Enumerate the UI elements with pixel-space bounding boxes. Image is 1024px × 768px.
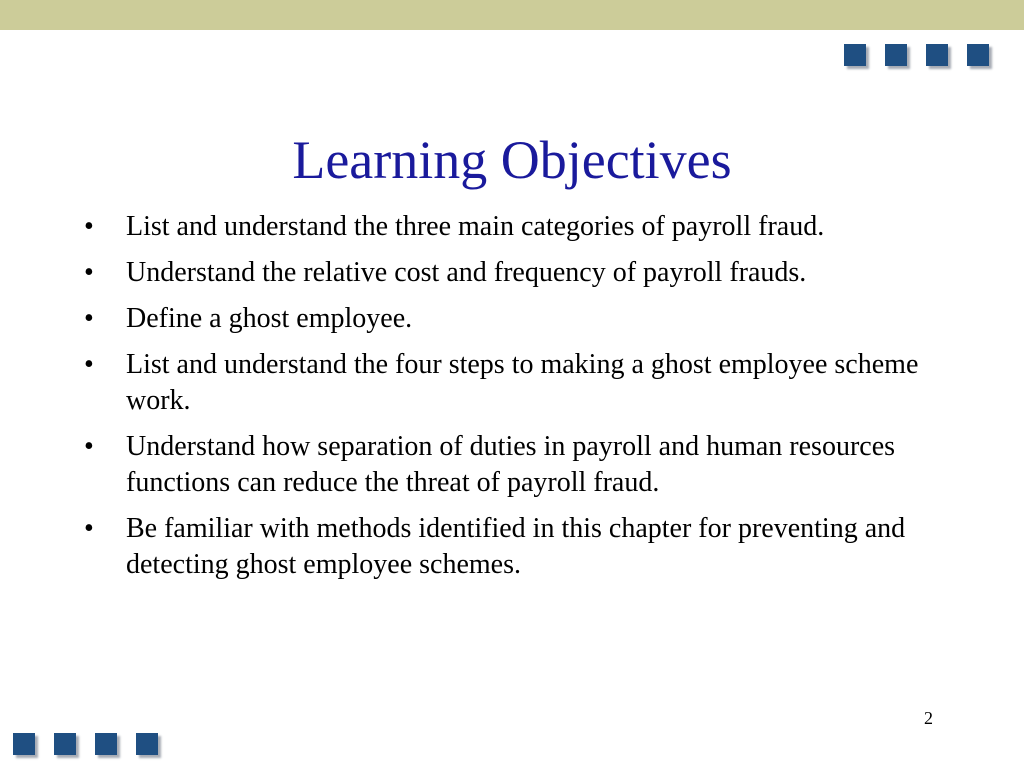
bullet-icon: •	[84, 513, 94, 544]
list-item	[84, 209, 944, 245]
list-item-text: List and understand the three main categories of payroll fraud.	[126, 211, 825, 242]
square-decoration	[885, 44, 907, 66]
square-decoration	[54, 733, 76, 755]
page-number: 2	[924, 708, 933, 728]
bullet-icon: •	[84, 431, 94, 462]
objectives-list	[84, 209, 944, 593]
list-item	[84, 511, 944, 583]
square-decoration	[926, 44, 948, 66]
bullet-icon: •	[84, 257, 94, 288]
list-item-text: Be familiar with methods identified in this chapter for preventing and detecting ghost employee schemes.	[126, 513, 906, 580]
list-item-text: Define a ghost employee.	[126, 303, 413, 334]
bottom-decorative-squares	[13, 733, 158, 755]
list-item	[84, 255, 944, 291]
bullet-icon: •	[84, 349, 94, 380]
list-item-text: List and understand the four steps to making a ghost employee scheme work.	[126, 349, 919, 416]
list-item	[84, 347, 944, 419]
bullet-icon: •	[84, 211, 94, 242]
square-decoration	[13, 733, 35, 755]
list-item-text: Understand the relative cost and frequency of payroll frauds.	[126, 257, 807, 288]
square-decoration	[967, 44, 989, 66]
slide-title: Learning Objectives	[292, 130, 732, 190]
top-decorative-squares	[844, 44, 989, 66]
bullet-icon: •	[84, 303, 94, 334]
top-band	[0, 0, 1024, 30]
list-item-text: Understand how separation of duties in payroll and human resources functions can reduce the threat of payroll fraud.	[126, 431, 896, 498]
square-decoration	[136, 733, 158, 755]
square-decoration	[844, 44, 866, 66]
square-decoration	[95, 733, 117, 755]
list-item	[84, 301, 944, 337]
list-item	[84, 429, 944, 501]
